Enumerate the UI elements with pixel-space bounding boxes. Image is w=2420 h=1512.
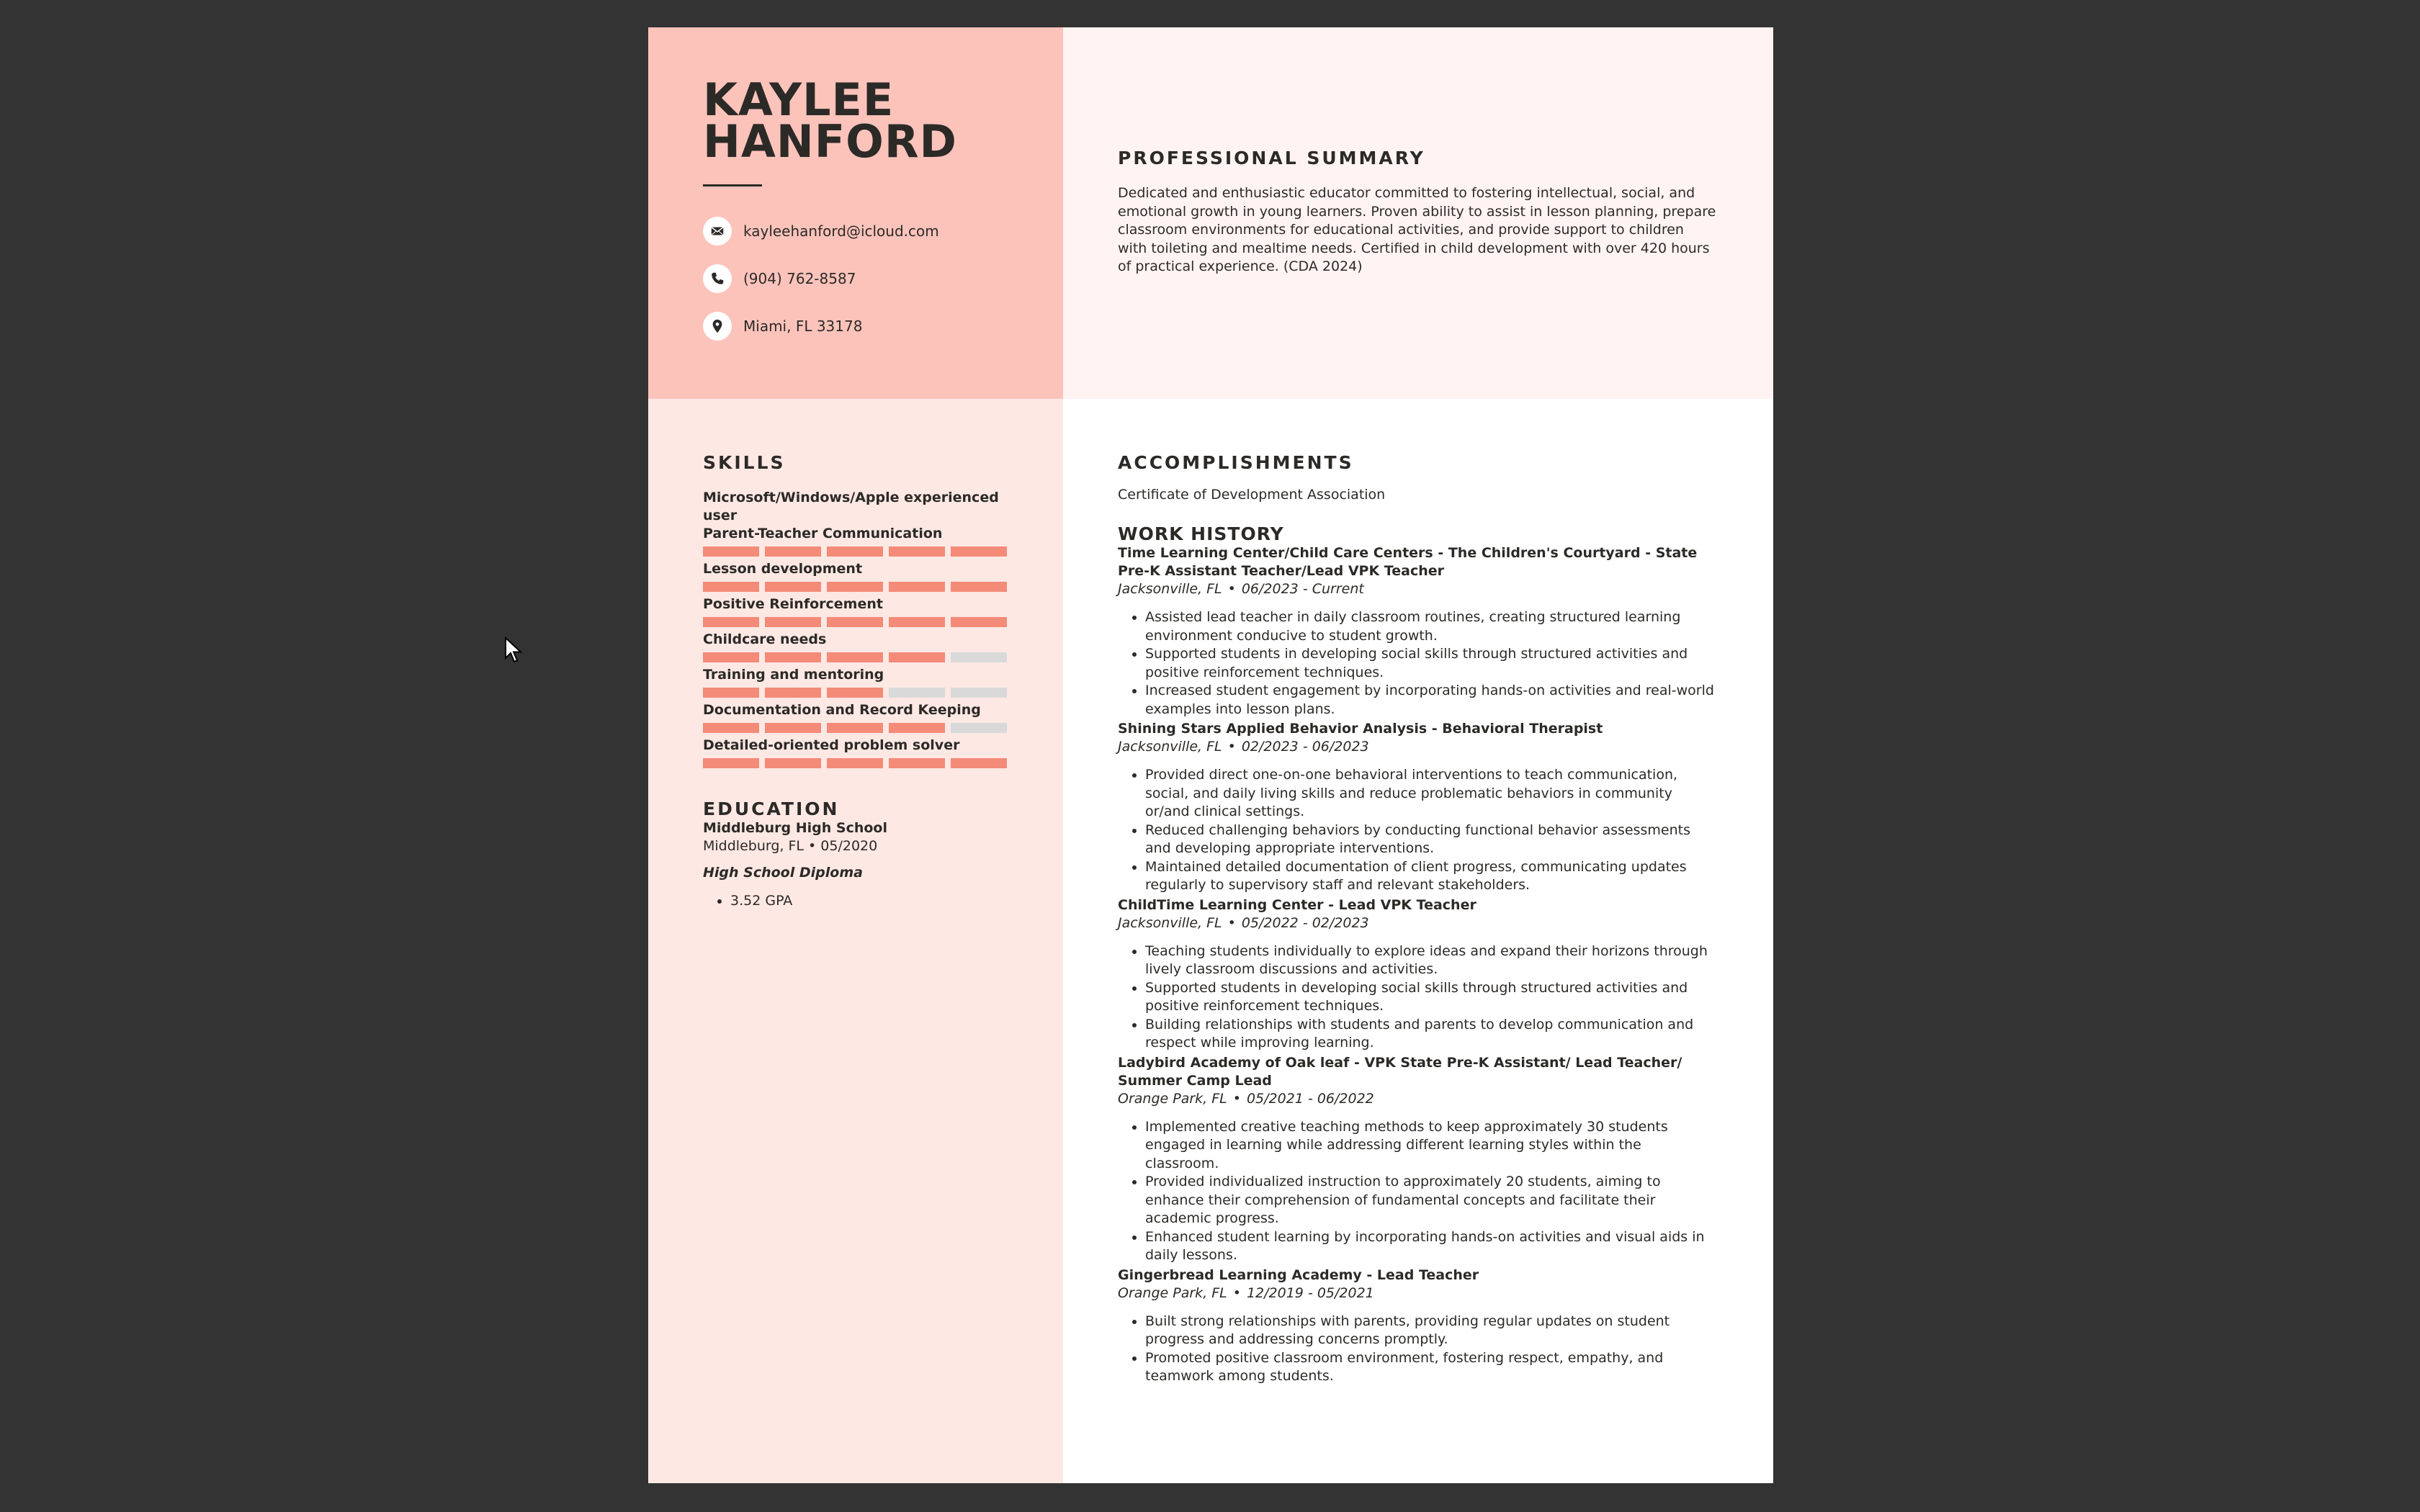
first-name: KAYLEE: [703, 73, 895, 126]
job-location: Jacksonville, FL: [1118, 581, 1222, 597]
job-entry: [1118, 544, 1717, 719]
skill-rating-segment: [951, 652, 1007, 662]
skill-rating-segment: [827, 758, 883, 768]
bullet-separator: •: [1232, 1284, 1241, 1301]
job-entry: [1118, 896, 1717, 1053]
job-bullet: • Assisted lead teacher in daily classroom routines, creating structured learning environment conducive to student growth.: [1145, 608, 1717, 645]
bullet-separator: •: [808, 838, 821, 854]
skill-rating-segment: [703, 652, 759, 662]
skill-rating-segment: [765, 688, 821, 698]
skill-rating-segment: [765, 617, 821, 627]
skill-rating-segment: [827, 652, 883, 662]
job-bullet: • Maintained detailed documentation of client progress, communicating updates regularly to supervisory staff and relevant stakeholders.: [1145, 858, 1717, 895]
skill-rating-bar: [703, 688, 1013, 698]
skill-rating-bar: [703, 723, 1013, 733]
contact-phone: [703, 263, 1063, 294]
skill-rating-segment: [889, 758, 945, 768]
job-bullet: • Promoted positive classroom environment, fostering respect, empathy, and teamwork among students.: [1145, 1349, 1717, 1386]
bullet-separator: •: [1232, 1090, 1241, 1107]
job-title: Shining Stars Applied Behavior Analysis - Behavioral Therapist: [1118, 721, 1603, 737]
skill-name: Lesson development: [703, 561, 863, 577]
mouse-pointer-icon: [504, 636, 523, 664]
skill-rating-bar: [703, 617, 1013, 627]
skill-name: Microsoft/Windows/Apple experienced user: [703, 490, 999, 523]
job-location: Orange Park, FL: [1118, 1284, 1227, 1301]
job-bullets: [1118, 608, 1717, 719]
skills-list: [703, 489, 1013, 768]
skill-name: Childcare needs: [703, 631, 827, 647]
bullet-separator: •: [1227, 914, 1236, 931]
job-entry: [1118, 1054, 1717, 1265]
skill-name: Positive Reinforcement: [703, 596, 883, 612]
job-meta: [1118, 580, 1717, 598]
skill-name: Detailed-oriented problem solver: [703, 737, 960, 753]
skill-rating-segment: [765, 723, 821, 733]
job-bullet: • Provided direct one-on-one behavioral interventions to teach communication, social, and daily living skills and reduce problematic behaviors in community or/and clinical settings.: [1145, 766, 1717, 822]
name-divider: [703, 184, 762, 186]
job-entry: [1118, 720, 1717, 895]
accomplishments-text: Certificate of Development Association: [1118, 487, 1386, 503]
jobs-list: [1118, 544, 1717, 1386]
contact-email: [703, 215, 1063, 247]
skill-item: [703, 595, 1013, 627]
skill-rating-segment: [889, 652, 945, 662]
job-entry: [1118, 1266, 1717, 1386]
skill-rating-segment: [703, 617, 759, 627]
skill-item: [703, 631, 1013, 662]
skill-item: [703, 525, 1013, 557]
job-dates: 06/2023 - Current: [1241, 581, 1364, 597]
education-location: Middleburg, FL: [703, 838, 804, 854]
skill-rating-bar: [703, 582, 1013, 592]
skill-rating-segment: [703, 688, 759, 698]
header-panel: [648, 27, 1063, 399]
phone-text: (904) 762-8587: [743, 270, 856, 287]
job-bullets: [1118, 1313, 1717, 1386]
work-history-heading: WORK HISTORY: [1118, 523, 1284, 544]
job-bullet: • Supported students in developing social skills through structured activities and positive reinforcement techniques.: [1145, 979, 1717, 1016]
skill-name: Documentation and Record Keeping: [703, 702, 981, 718]
contact-location: [703, 310, 1063, 342]
skills-heading: SKILLS: [703, 452, 786, 473]
skill-rating-segment: [889, 546, 945, 557]
phone-icon: [703, 264, 732, 293]
skill-item: [703, 560, 1013, 592]
education-meta: [703, 837, 1013, 855]
bullet-separator: •: [1227, 581, 1236, 597]
job-title: ChildTime Learning Center - Lead VPK Teacher: [1118, 896, 1476, 913]
job-dates: 02/2023 - 06/2023: [1241, 739, 1369, 755]
summary-text: Dedicated and enthusiastic educator committed to fostering intellectual, social, and emotional growth in young learners. Proven ability to assist in lesson planning, prepare classroom environments for educational activities, and provide support to children with toileting and mealtime needs. Certified in child development with over 420 hours of practical experience. (CDA 2024): [1118, 185, 1716, 274]
job-bullet: • Teaching students individually to explore ideas and expand their horizons through lively classroom discussions and activities.: [1145, 942, 1717, 979]
job-bullets: [1118, 1118, 1717, 1265]
job-bullet: • Building relationships with students and parents to develop communication and respect while improving learning.: [1145, 1016, 1717, 1053]
skill-rating-segment: [765, 546, 821, 557]
candidate-name: [703, 73, 1063, 168]
location-text: Miami, FL 33178: [743, 318, 863, 335]
skill-rating-segment: [889, 617, 945, 627]
skill-rating-segment: [889, 688, 945, 698]
job-location: Jacksonville, FL: [1118, 739, 1222, 755]
skill-rating-segment: [889, 723, 945, 733]
education-heading: EDUCATION: [703, 798, 840, 819]
skill-rating-segment: [765, 582, 821, 592]
education-degree: High School Diploma: [703, 865, 863, 881]
skill-rating-segment: [765, 758, 821, 768]
skill-item: [703, 666, 1013, 698]
job-meta: [1118, 914, 1717, 932]
sidebar: [648, 399, 1063, 1483]
skill-rating-segment: [889, 582, 945, 592]
skill-name: Training and mentoring: [703, 667, 884, 683]
bullet-separator: •: [1227, 739, 1236, 755]
skill-rating-bar: [703, 652, 1013, 662]
location-pin-icon: [703, 312, 732, 341]
education-bullets: [703, 892, 1013, 910]
skill-item: [703, 489, 1013, 525]
job-bullets: [1118, 942, 1717, 1053]
skill-name: Parent-Teacher Communication: [703, 526, 943, 541]
job-bullet: • Implemented creative teaching methods to keep approximately 30 students engaged in learning while addressing different learning styles within the classroom.: [1145, 1118, 1717, 1174]
education-section: [703, 798, 1013, 910]
job-dates: 05/2021 - 06/2022: [1246, 1090, 1374, 1107]
skill-rating-bar: [703, 546, 1013, 557]
job-title: Time Learning Center/Child Care Centers - The Children's Courtyard - State Pre-K Assistant Teacher/Lead VPK Teacher: [1118, 545, 1698, 579]
job-dates: 05/2022 - 02/2023: [1241, 914, 1369, 931]
last-name: HANFORD: [703, 115, 958, 168]
skill-rating-segment: [703, 758, 759, 768]
education-school: Middleburg High School: [703, 820, 887, 836]
skill-rating-segment: [827, 723, 883, 733]
skill-rating-segment: [827, 582, 883, 592]
job-dates: 12/2019 - 05/2021: [1246, 1284, 1374, 1301]
job-bullet: • Reduced challenging behaviors by conducting functional behavior assessments and developing appropriate interventions.: [1145, 822, 1717, 858]
resume-page: [648, 27, 1773, 1483]
skill-rating-segment: [951, 546, 1007, 557]
education-date: 05/2020: [820, 838, 878, 854]
job-location: Orange Park, FL: [1118, 1090, 1227, 1107]
job-bullet: • Increased student engagement by incorporating hands-on activities and real-world examples into lesson plans.: [1145, 682, 1717, 719]
skill-rating-bar: [703, 758, 1013, 768]
skill-rating-segment: [951, 758, 1007, 768]
accomplishments-heading: ACCOMPLISHMENTS: [1118, 452, 1354, 473]
job-bullet: • Enhanced student learning by incorporating hands-on activities and visual aids in daily lessons.: [1145, 1228, 1717, 1265]
job-meta: [1118, 1284, 1717, 1302]
skill-rating-segment: [703, 723, 759, 733]
skill-item: [703, 737, 1013, 768]
skill-rating-segment: [951, 688, 1007, 698]
skill-rating-segment: [703, 582, 759, 592]
skill-rating-segment: [827, 546, 883, 557]
job-title: Gingerbread Learning Academy - Lead Teacher: [1118, 1266, 1479, 1283]
main-content: [1063, 399, 1773, 1483]
skill-rating-segment: [765, 652, 821, 662]
job-bullet: • Provided individualized instruction to approximately 20 students, aiming to enhance their comprehension of fundamental concepts and facilitate their academic progress.: [1145, 1173, 1717, 1228]
skill-rating-segment: [951, 617, 1007, 627]
summary-heading: PROFESSIONAL SUMMARY: [1118, 148, 1425, 168]
skill-rating-segment: [951, 723, 1007, 733]
education-bullet: • 3.52 GPA: [730, 892, 1013, 910]
job-meta: [1118, 1090, 1717, 1108]
job-location: Jacksonville, FL: [1118, 914, 1222, 931]
job-bullet: • Supported students in developing social skills through structured activities and positive reinforcement techniques.: [1145, 645, 1717, 682]
job-title: Ladybird Academy of Oak leaf - VPK State Pre-K Assistant/ Lead Teacher/ Summer Camp Lead: [1118, 1054, 1682, 1089]
skill-item: [703, 701, 1013, 733]
skill-rating-segment: [827, 617, 883, 627]
skill-rating-segment: [827, 688, 883, 698]
skill-rating-segment: [951, 582, 1007, 592]
email-text: kayleehanford@icloud.com: [743, 222, 939, 240]
envelope-icon: [703, 217, 732, 246]
job-bullets: [1118, 766, 1717, 895]
skill-rating-segment: [703, 546, 759, 557]
job-meta: [1118, 738, 1717, 756]
summary-panel: [1063, 27, 1773, 399]
job-bullet: • Built strong relationships with parents, providing regular updates on student progress and addressing concerns promptly.: [1145, 1313, 1717, 1349]
